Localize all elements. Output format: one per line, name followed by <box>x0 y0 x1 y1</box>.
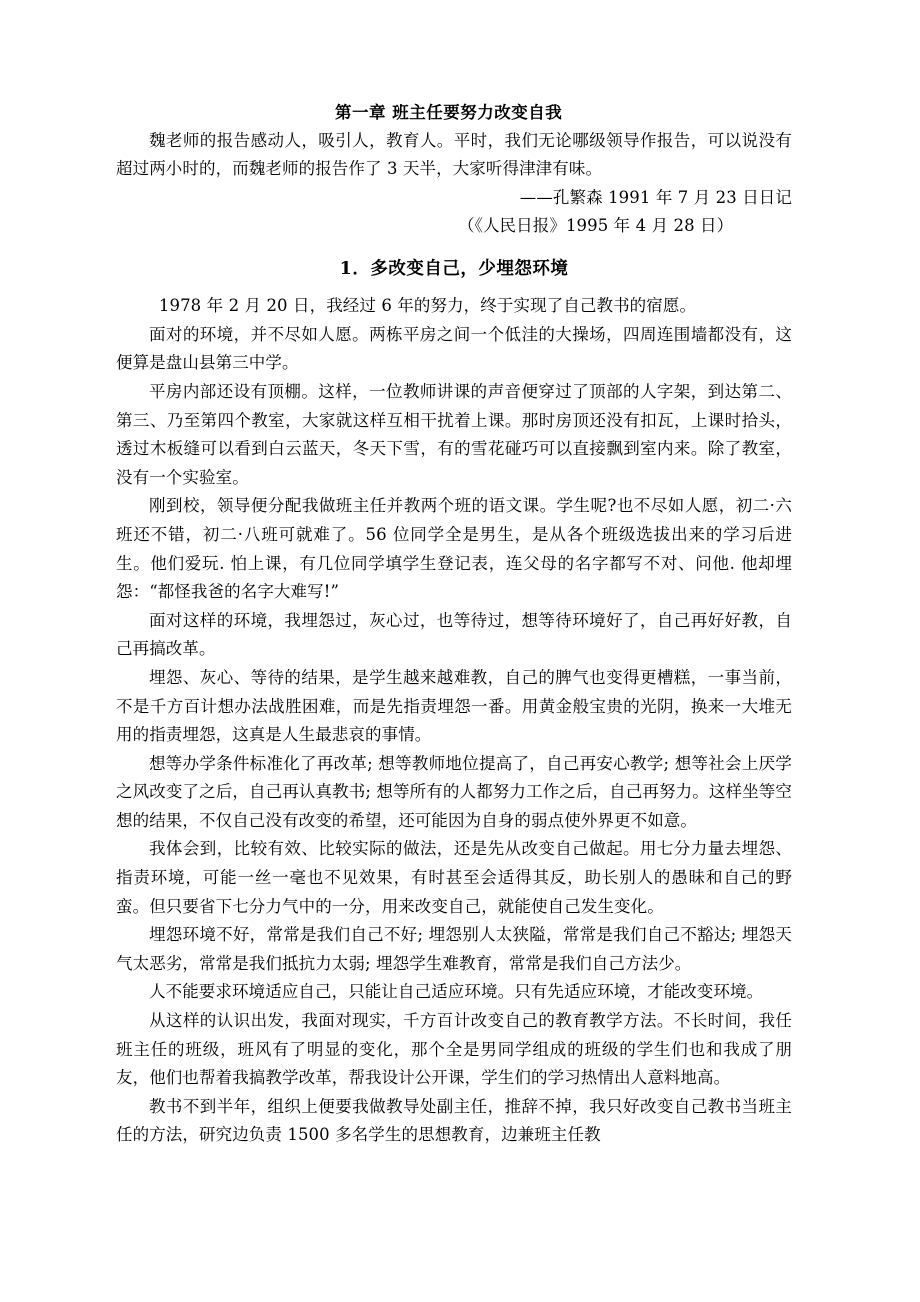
paragraph: 埋怨、灰心、等待的结果，是学生越来越难教，自己的脾气也变得更槽糕，一事当前，不是千方百计想办法战胜困难，而是先指责埋怨一番。用黄金般宝贵的光阴，换来一大堆无用的指责埋怨，这真是人生最悲哀的事情。 <box>116 667 792 745</box>
paragraph: 教书不到半年，组织上便要我做教导处副主任，推辞不掉，我只好改变自己教书当班主任的方法，研究边负责 1500 多名学生的思想教育，边兼班主任教 <box>116 1096 792 1145</box>
section-heading: 1．多改变自己，少埋怨环境 <box>339 258 569 279</box>
epigraph-text: 魏老师的报告感动人，吸引人，教育人。平时，我们无论哪级领导作报告，可以说没有超过两小时的，而魏老师的报告作了 3 天半，大家听得津津有味。 <box>116 130 792 179</box>
paragraph: 我体会到，比较有效、比较实际的做法，还是先从改变自己做起。用七分力量去埋怨、指责环境，可能一丝一毫也不见效果，有时甚至会适得其反，助长别人的愚昧和自己的野蛮。但只要省下七分力气中的一分，用来改变自己，就能使自己发生变化。 <box>116 839 792 916</box>
epigraph-source-publication: （《人民日报》1995 年 4 月 28 日） <box>458 216 734 236</box>
paragraph: 想等办学条件标准化了再改革; 想等教师地位提高了，自己再安心教学; 想等社会上厌学之风改变了之后，自己再认真教书; 想等所有的人都努力工作之后，自己再努力。这样坐等空想的结果，不仅自己没有改变的希望，还可能因为自身的弱点使外界更不如意。 <box>116 753 792 830</box>
chapter-title: 第一章 班主任要努力改变自我 <box>335 103 563 122</box>
paragraph: 1978 年 2 月 20 日，我经过 6 年的努力，终于实现了自己教书的宿愿。 <box>158 296 697 316</box>
paragraph: 埋怨环境不好，常常是我们自己不好; 埋怨别人太狭隘，常常是我们自己不豁达; 埋怨天气太恶劣，常常是我们抵抗力太弱; 埋怨学生难教育，常常是我们自己方法少。 <box>116 925 792 973</box>
paragraph: 刚到校，领导便分配我做班主任并教两个班的语文课。学生呢?也不尽如人愿，初二·六班还不错，初二·八班可就难了。56 位同学全是男生，是从各个班级选拔出来的学习后进生。他们爱玩. 怕上课，有几位同学填学生登记表，连父母的名字都写不对、问他. 他却埋怨：“都怪我爸的名字大难写!” <box>116 496 792 602</box>
paragraph: 面对这样的环境，我埋怨过，灰心过，也等待过，想等待环境好了，自己再好好教，自己再搞改革。 <box>116 610 792 659</box>
paragraph: 面对的环境，并不尽如人愿。两栋平房之间一个低洼的大操场，四周连围墙都没有，这便算是盘山县第三中学。 <box>116 324 792 373</box>
paragraph: 平房内部还设有顶棚。这样，一位教师讲课的声音便穿过了顶部的人字架，到达第二、第三、乃至第四个教室，大家就这样互相干扰着上课。那时房顶还没有扣瓦，上课时拾头，透过木板缝可以看到白云蓝天，冬天下雪，有的雪花碰巧可以直接飘到室内来。除了教室，没有一个实验室。 <box>116 381 792 487</box>
epigraph-source-diary: ——孔繁森 1991 年 7 月 23 日日记 <box>519 187 792 207</box>
paragraph: 人不能要求环境适应自己，只能让自己适应环境。只有先适应环境，才能改变环境。 <box>149 982 764 1002</box>
paragraph: 从这样的认识出发，我面对现实，千方百计改变自己的教育教学方法。不长时间，我任班主任的班级，班风有了明显的变化，那个全是男同学组成的班级的学生们也和我成了朋友，他们也帮着我搞教学改革，帮我设计公开课，学生们的学习热情出人意料地高。 <box>116 1011 792 1088</box>
page-content <box>116 100 792 1150</box>
